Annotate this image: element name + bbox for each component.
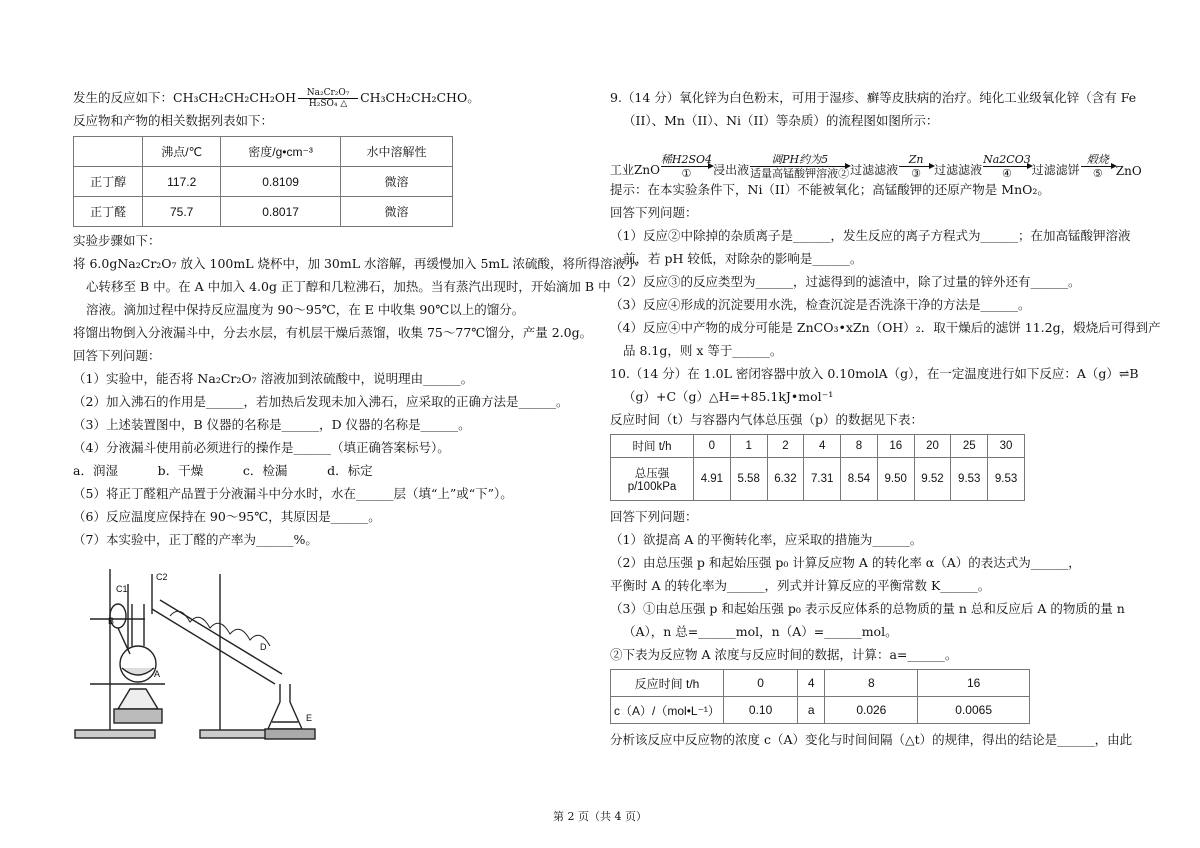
table-header-cell: c（A）/（mol•L⁻¹）	[611, 697, 724, 724]
table-cell: 2	[767, 435, 804, 458]
flow-step-number: 适量高锰酸钾溶液②	[750, 167, 850, 180]
flow-step-reagent: Zn	[908, 153, 924, 166]
flow-node: 过滤滤液	[850, 163, 899, 177]
table-cell: 7.31	[804, 458, 841, 501]
table-header-cell: 密度/g•cm⁻³	[221, 137, 341, 167]
question-line: 前，若 pH 较低，对除杂的影响是______。	[623, 251, 863, 266]
table-cell: 0.0065	[918, 697, 1030, 724]
question-line: 分析该反应中反应物的浓度 c（A）变化与时间间隔（△t）的规律，得出的结论是______，由此	[610, 732, 1133, 747]
table-row	[611, 458, 1025, 501]
text-line: 回答下列问题：	[610, 509, 698, 524]
table-cell: 0	[694, 435, 731, 458]
table-cell: 9.53	[988, 458, 1025, 501]
text-line: 实验步骤如下：	[73, 233, 161, 248]
text-line: 溶液。滴加过程中保持反应温度为 90～95℃，在 E 中收集 90℃以上的馏分。	[86, 302, 525, 317]
flow-node: 浸出液	[713, 163, 750, 177]
table-cell: 9.52	[914, 458, 951, 501]
flow-step-number: ③	[911, 167, 922, 180]
table-cell: 6.32	[767, 458, 804, 501]
distillation-apparatus-figure	[70, 564, 340, 744]
question-line: （5）将正丁醛粗产品置于分液漏斗中分水时，水在______层（填“上”或“下”）。	[73, 486, 513, 501]
flow-node: 工业ZnO	[610, 163, 660, 177]
table-cell: 0	[724, 670, 798, 697]
options-line: a．润湿 b．干燥 c．检漏 d．标定	[73, 463, 373, 478]
question-line: 品 8.1g，则 x 等于______。	[623, 343, 783, 358]
reaction-condition	[298, 88, 358, 109]
table-header-cell: 沸点/℃	[143, 137, 221, 167]
reaction-reactant: 发生的反应如下：CH₃CH₂CH₂CH₂OH	[73, 90, 297, 105]
table-cell: 0.8017	[221, 197, 341, 227]
question-line: （7）本实验中，正丁醛的产率为______%。	[73, 532, 318, 547]
table-cell: 16	[877, 435, 914, 458]
question-line: （3）①由总压强 p 和起始压强 p₀ 表示反应体系的总物质的量 n 总和反应后 A 的物质的量 n	[610, 601, 1125, 616]
table-header-cell	[74, 137, 143, 167]
table-row	[74, 197, 453, 227]
table-cell: 8.54	[841, 458, 878, 501]
stand-base	[75, 730, 155, 738]
label-e: E	[306, 713, 313, 723]
question-line: （A），n 总=______mol，n（A）=______mol。	[623, 624, 898, 639]
text-line: 回答下列问题：	[610, 205, 698, 220]
flow-step	[899, 154, 933, 180]
condenser-d	[152, 609, 275, 684]
question-line: （4）分液漏斗使用前必须进行的操作是______（填正确答案标号）。	[73, 440, 450, 455]
reaction-equation	[73, 88, 593, 111]
table-row	[611, 697, 1030, 724]
flow-step	[983, 154, 1031, 180]
question-line: （2）反应③的反应类型为______，过滤得到的滤渣中，除了过量的锌外还有______。	[610, 274, 1081, 289]
table-header-cell: 总压强 p/100kPa	[611, 458, 694, 501]
page-footer: 第 2 页（共 4 页）	[553, 810, 647, 823]
table-cell: 25	[951, 435, 988, 458]
text-line: 提示：在本实验条件下，Ni（II）不能被氧化；高锰酸钾的还原产物是 MnO₂。	[610, 182, 1050, 197]
table-header-cell: 时间 t/h	[611, 435, 694, 458]
table-cell: 8	[841, 435, 878, 458]
table-cell: 9.50	[877, 458, 914, 501]
flow-step-reagent: Na2CO3	[983, 153, 1031, 166]
table-cell: 0.8109	[221, 167, 341, 197]
table-cell: 微溶	[341, 197, 453, 227]
flow-step-number: ⑤	[1092, 167, 1103, 180]
table-cell: 30	[988, 435, 1025, 458]
table-cell: 4.91	[694, 458, 731, 501]
table-cell: 0.10	[724, 697, 798, 724]
question-line: （3）上述装置图中，B 仪器的名称是______，D 仪器的名称是______。	[73, 417, 471, 432]
flow-step	[750, 154, 849, 180]
table-row	[611, 670, 1030, 697]
table-cell: 微溶	[341, 167, 453, 197]
question-9-title: 9.（14 分）氧化锌为白色粉末，可用于湿疹、癣等皮肤病的治疗。纯化工业级氧化锌（含有 Fe	[610, 90, 1137, 105]
text-line: 将馏出物倒入分液漏斗中，分去水层，有机层干燥后蒸馏，收集 75～77℃馏分，产量 2.0g。	[73, 325, 593, 340]
question-line: （3）反应④形成的沉淀要用水洗，检查沉淀是否洗涤干净的方法是______。	[610, 297, 1031, 312]
flow-step-number: ①	[681, 167, 692, 180]
burner	[118, 689, 158, 709]
text-line: 心转移至 B 中。在 A 中加入 4.0g 正丁醇和几粒沸石，加热。当有蒸汽出现时，开始滴加 B 中	[86, 279, 611, 294]
question-line: （1）反应②中除掉的杂质离子是______，发生反应的离子方程式为______；在加高锰酸钾溶液	[610, 228, 1131, 243]
question-line: （2）加入沸石的作用是______，若加热后发现未加入沸石，应采取的正确方法是______。	[73, 394, 569, 409]
flow-step-reagent: 煅烧	[1086, 153, 1109, 166]
question-10-title: 10.（14 分）在 1.0L 密闭容器中放入 0.10molA（g），在一定温度进行如下反应：A（g）⇌B	[610, 366, 1139, 381]
question-line: （1）实验中，能否将 Na₂Cr₂O₇ 溶液加到浓硫酸中，说明理由______。	[73, 371, 474, 386]
text-line: 将 6.0gNa₂Cr₂O₇ 放入 100mL 烧杯中，加 30mL 水溶解，再缓慢加入 5mL 浓硫酸，将所得溶液小	[73, 256, 638, 271]
table-cell: 正丁醛	[74, 197, 143, 227]
flow-step	[661, 154, 712, 180]
table-cell: 4	[804, 435, 841, 458]
reaction-condition-bottom: H₂SO₄ △	[308, 99, 348, 109]
label-c1: C1	[116, 584, 128, 594]
flow-step	[1081, 154, 1115, 180]
reaction-product: CH₃CH₂CH₂CHO。	[360, 90, 480, 105]
question-line: （6）反应温度应保持在 90～95℃，其原因是______。	[73, 509, 381, 524]
reaction-condition-top: Na₂Cr₂O₇	[306, 88, 350, 98]
question-line: （4）反应④中产物的成分可能是 ZnCO₃•xZn（OH）₂．取干燥后的滤饼 11.2g，煅烧后可得到产	[610, 320, 1161, 335]
question-10-title: （g）+C（g）△H=+85.1kJ•mol⁻¹	[623, 389, 834, 404]
flow-node: 过滤滤饼	[1031, 163, 1080, 177]
label-a: A	[154, 669, 161, 679]
label-c2: C2	[156, 572, 168, 582]
concentration-time-table	[610, 669, 1030, 724]
text-line: 回答下列问题：	[73, 348, 161, 363]
table-cell: 4	[798, 670, 825, 697]
flow-step-number: ④	[1001, 167, 1012, 180]
table-cell: 8	[825, 670, 918, 697]
flask-a	[120, 646, 156, 682]
question-line: （2）由总压强 p 和起始压强 p₀ 计算反应物 A 的转化率 α（A）的表达式为______，	[610, 555, 1081, 570]
table-cell: 117.2	[143, 167, 221, 197]
table-header-row	[74, 137, 453, 167]
text-line: 反应时间（t）与容器内气体总压强（p）的数据见下表：	[610, 412, 924, 427]
label-b: B	[108, 616, 115, 626]
table-cell: 75.7	[143, 197, 221, 227]
table-cell: 9.53	[951, 458, 988, 501]
properties-table	[73, 136, 453, 227]
table-cell: 1	[730, 435, 767, 458]
right-column	[610, 88, 1161, 753]
table-cell: 20	[914, 435, 951, 458]
table-cell: 5.58	[730, 458, 767, 501]
question-9-title: （II）、Mn（II）、Ni（II）等杂质）的流程图如图所示：	[623, 113, 939, 128]
flow-step-reagent: 稀H2SO4	[660, 153, 713, 166]
table-header-cell: 反应时间 t/h	[611, 670, 724, 697]
question-line: ②下表为反应物 A 浓度与反应时间的数据，计算：a=______。	[610, 647, 958, 662]
table-cell: a	[798, 697, 825, 724]
question-line: 平衡时 A 的转化率为______，列式并计算反应的平衡常数 K______。	[610, 578, 991, 593]
flow-step-reagent: 调PH约为5	[771, 153, 829, 166]
flow-node: 过滤滤液	[934, 163, 983, 177]
table-cell: 正丁醇	[74, 167, 143, 197]
flow-node: ZnO	[1115, 164, 1142, 178]
table-row	[611, 435, 1025, 458]
table-header-cell: 水中溶解性	[341, 137, 453, 167]
table-cell: 16	[918, 670, 1030, 697]
question-line: （1）欲提高 A 的平衡转化率，应采取的措施为______。	[610, 532, 923, 547]
table-intro: 反应物和产物的相关数据列表如下：	[73, 113, 274, 128]
label-d: D	[260, 642, 267, 652]
process-flow-diagram	[610, 138, 1142, 180]
table-cell: 0.026	[825, 697, 918, 724]
pressure-time-table	[610, 434, 1025, 501]
table-row	[74, 167, 453, 197]
